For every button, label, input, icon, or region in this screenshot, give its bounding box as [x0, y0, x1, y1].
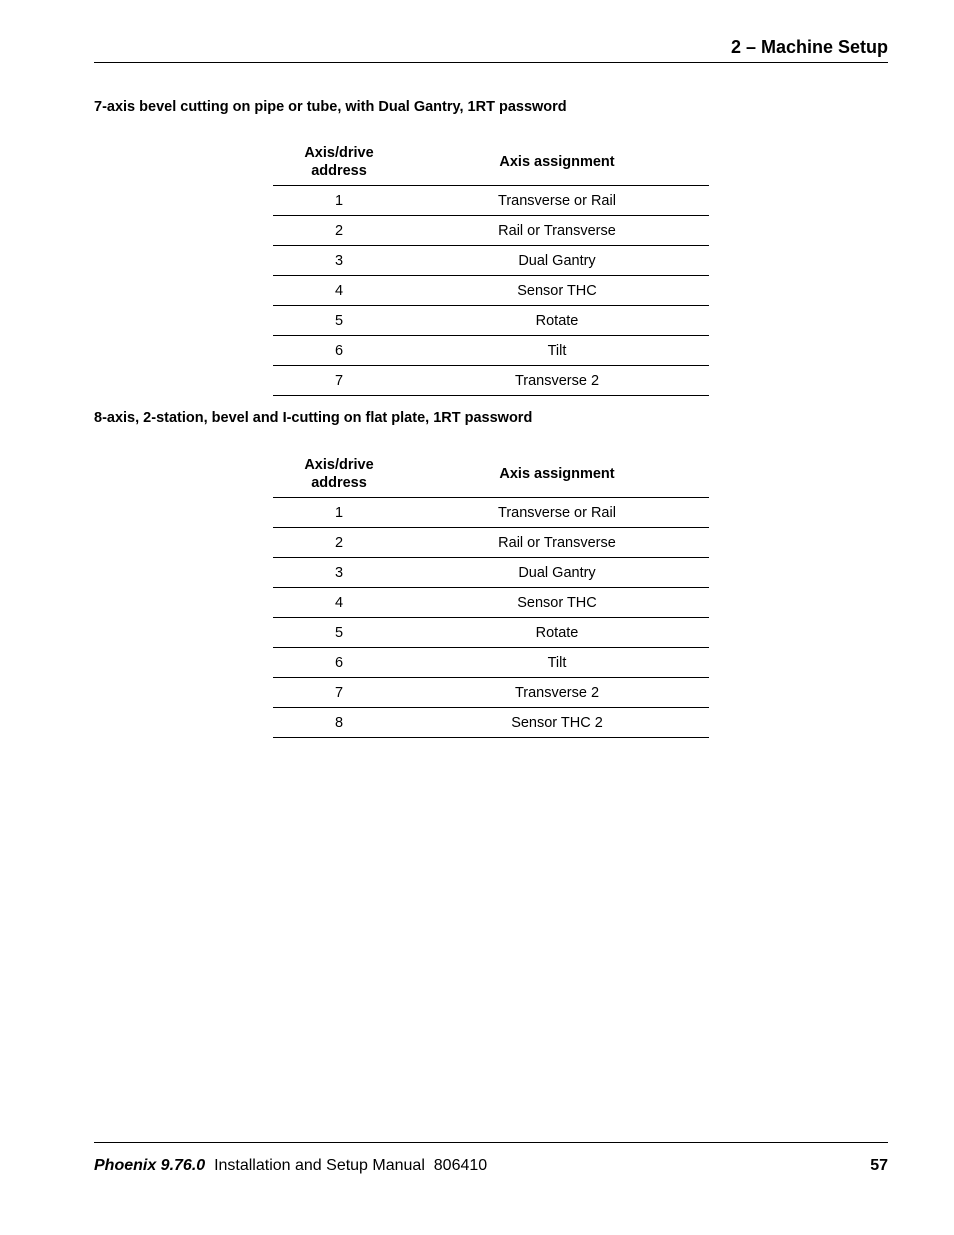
table-row	[273, 216, 709, 246]
cell-assignment: Transverse or Rail	[405, 186, 709, 216]
table-row	[273, 186, 709, 216]
table-row	[273, 246, 709, 276]
cell-address: 7	[273, 678, 405, 708]
column-header-assignment: Axis assignment	[405, 138, 709, 186]
cell-address: 1	[273, 186, 405, 216]
table-row	[273, 648, 709, 678]
cell-address: 2	[273, 528, 405, 558]
table-row	[273, 276, 709, 306]
cell-address: 4	[273, 588, 405, 618]
cell-assignment: Dual Gantry	[405, 246, 709, 276]
table-row	[273, 678, 709, 708]
cell-assignment: Rotate	[405, 306, 709, 336]
cell-assignment: Sensor THC	[405, 588, 709, 618]
table-row	[273, 306, 709, 336]
table-row	[273, 366, 709, 396]
cell-assignment: Rotate	[405, 618, 709, 648]
table-header-row	[273, 450, 709, 498]
table-row	[273, 558, 709, 588]
cell-assignment: Tilt	[405, 648, 709, 678]
header-address-line1: Axis/drive	[304, 456, 374, 473]
cell-address: 5	[273, 618, 405, 648]
cell-assignment: Rail or Transverse	[405, 216, 709, 246]
column-header-address	[273, 138, 405, 186]
cell-address: 2	[273, 216, 405, 246]
cell-address: 6	[273, 336, 405, 366]
cell-assignment: Transverse or Rail	[405, 498, 709, 528]
table-row	[273, 528, 709, 558]
header-address-line2: address	[311, 162, 367, 179]
cell-assignment: Dual Gantry	[405, 558, 709, 588]
cell-address: 4	[273, 276, 405, 306]
cell-address: 6	[273, 648, 405, 678]
cell-assignment: Sensor THC 2	[405, 708, 709, 738]
footer-manual-info	[94, 1156, 487, 1176]
page-header	[94, 36, 888, 63]
section-heading-8-axis: 8-axis, 2-station, bevel and I-cutting on flat plate, 1RT password	[94, 410, 533, 426]
page-number: 57	[870, 1157, 888, 1174]
page-footer	[94, 1142, 888, 1183]
cell-address: 3	[273, 558, 405, 588]
axis-table-7-axis	[273, 138, 709, 396]
cell-assignment: Transverse 2	[405, 366, 709, 396]
chapter-title: 2 – Machine Setup	[730, 37, 888, 57]
table-row	[273, 708, 709, 738]
header-address-line1: Axis/drive	[304, 144, 374, 161]
cell-assignment: Tilt	[405, 336, 709, 366]
table-row	[273, 336, 709, 366]
section-heading-7-axis: 7-axis bevel cutting on pipe or tube, with Dual Gantry, 1RT password	[94, 99, 567, 115]
cell-assignment: Rail or Transverse	[405, 528, 709, 558]
cell-address: 7	[273, 366, 405, 396]
cell-address: 3	[273, 246, 405, 276]
cell-address: 5	[273, 306, 405, 336]
table-row	[273, 588, 709, 618]
footer-manual-title: Installation and Setup Manual	[214, 1157, 425, 1174]
cell-address: 1	[273, 498, 405, 528]
footer-product-name: Phoenix 9.76.0	[94, 1157, 206, 1174]
table-header-row	[273, 138, 709, 186]
table-row	[273, 498, 709, 528]
cell-assignment: Sensor THC	[405, 276, 709, 306]
cell-assignment: Transverse 2	[405, 678, 709, 708]
cell-address: 8	[273, 708, 405, 738]
table-row	[273, 618, 709, 648]
footer-part-number: 806410	[433, 1157, 488, 1174]
column-header-address	[273, 450, 405, 498]
header-address-line2: address	[311, 474, 367, 491]
axis-table-8-axis	[273, 450, 709, 738]
column-header-assignment: Axis assignment	[405, 450, 709, 498]
